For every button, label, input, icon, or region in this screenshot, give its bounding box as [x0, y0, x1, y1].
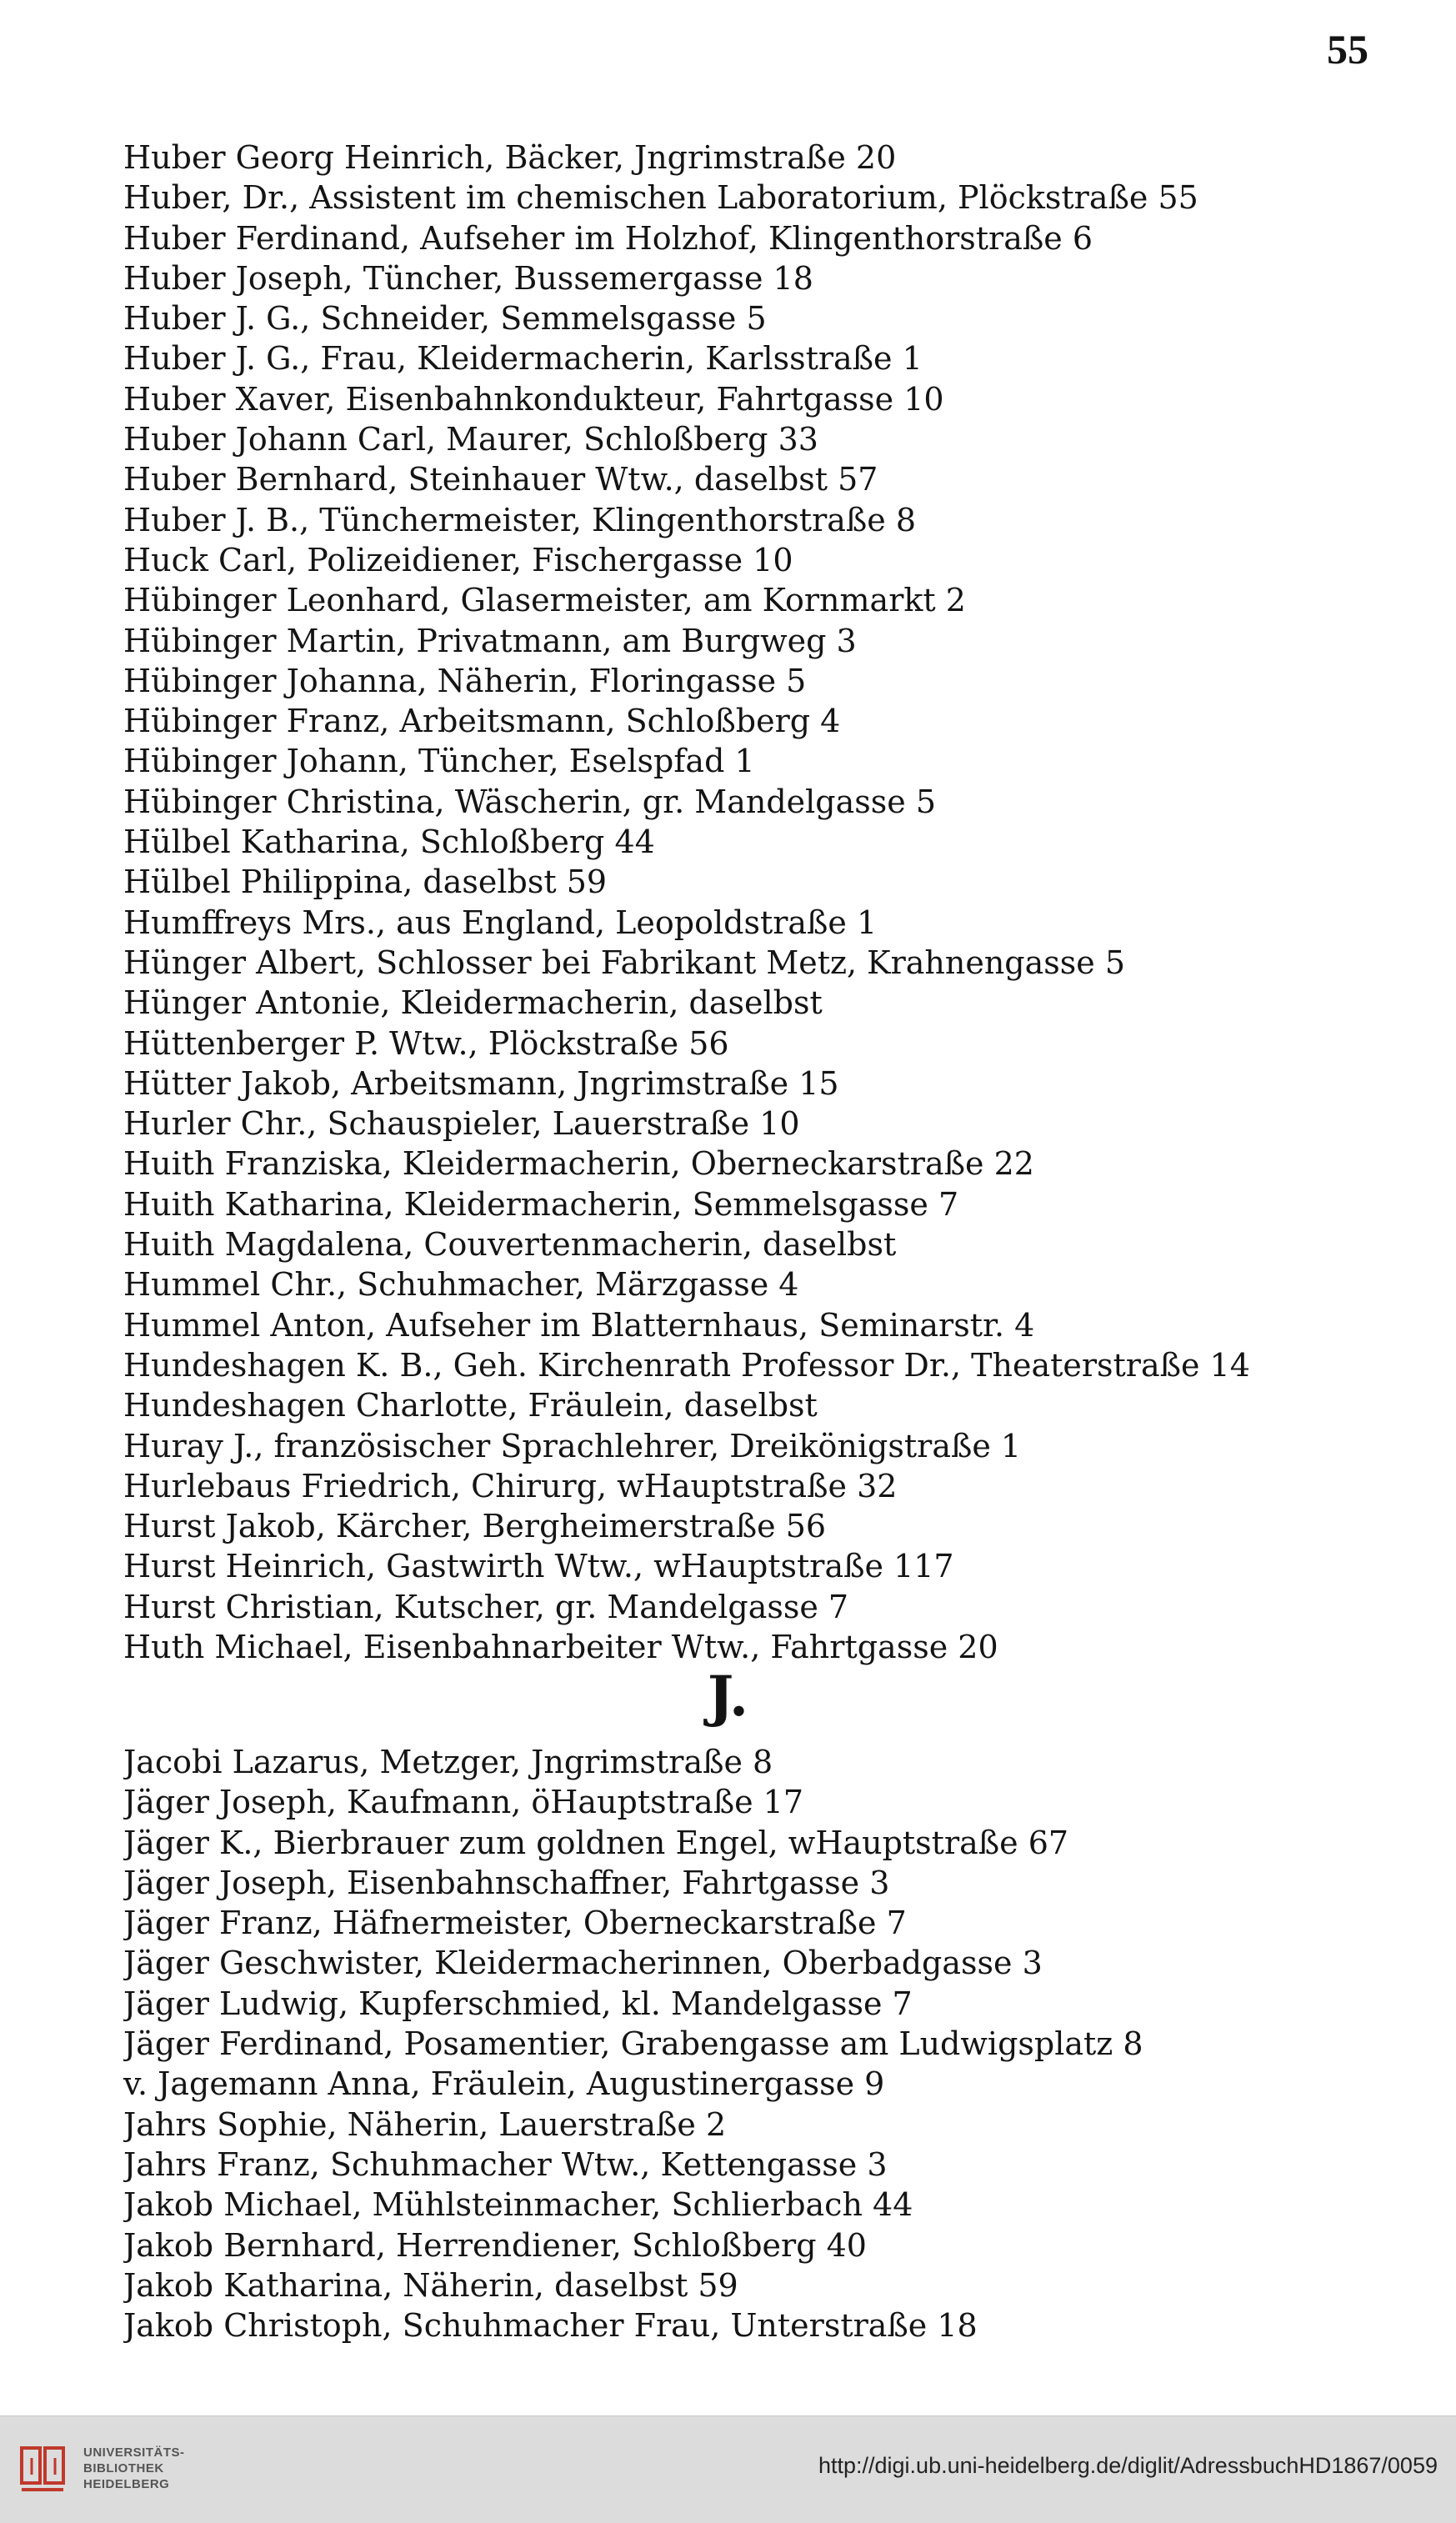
list-item: Hübinger Johann, Tüncher, Eselspfad 1 [123, 743, 755, 780]
list-item: Hübinger Christina, Wäscherin, gr. Mandelgasse 5 [123, 783, 937, 820]
list-item: Hülbel Philippina, daselbst 59 [123, 864, 608, 901]
list-item: Jäger K., Bierbrauer zum goldnen Engel, wHauptstraße 67 [123, 1824, 1069, 1861]
list-item: Huber Georg Heinrich, Bäcker, Jngrimstraße 20 [123, 139, 897, 176]
list-item: Jäger Franz, Häfnermeister, Oberneckarstraße 7 [123, 1905, 907, 1942]
list-item: Jahrs Sophie, Näherin, Lauerstraße 2 [123, 2105, 727, 2143]
list-item: Hurst Christian, Kutscher, gr. Mandelgasse 7 [123, 1588, 849, 1625]
list-item: Huber Bernhard, Steinhauer Wtw., daselbst 57 [123, 461, 878, 498]
logo-line: UNIVERSITÄTS- [83, 2445, 185, 2460]
list-item: Huith Magdalena, Couvertenmacherin, daselbst [123, 1226, 897, 1264]
list-item: Jäger Geschwister, Kleidermacherinnen, Oberbadgasse 3 [123, 1945, 1043, 1982]
list-item: Jakob Katharina, Näherin, daselbst 59 [123, 2266, 738, 2304]
list-item: Hübinger Johanna, Näherin, Floringasse 5 [123, 662, 807, 699]
logo-line: HEIDELBERG [83, 2477, 170, 2491]
list-item: Jäger Joseph, Kaufmann, öHauptstraße 17 [123, 1784, 804, 1821]
list-item: Huber Joseph, Tüncher, Bussemergasse 18 [123, 259, 813, 297]
list-item: Hübinger Leonhard, Glasermeister, am Kornmarkt 2 [123, 582, 966, 619]
list-item: Hurst Jakob, Kärcher, Bergheimerstraße 56 [123, 1508, 827, 1545]
list-item: Jäger Ferdinand, Posamentier, Grabengasse am Ludwigsplatz 8 [123, 2025, 1143, 2063]
list-item: Hummel Anton, Aufseher im Blatternhaus, Seminarstr. 4 [123, 1306, 1035, 1344]
list-item: Jäger Joseph, Eisenbahnschaffner, Fahrtgasse 3 [123, 1864, 890, 1901]
list-item: Huith Katharina, Kleidermacherin, Semmelsgasse 7 [123, 1185, 959, 1223]
list-item: Huth Michael, Eisenbahnarbeiter Wtw., Fahrtgasse 20 [123, 1628, 998, 1665]
list-item: Hummel Chr., Schuhmacher, Märzgasse 4 [123, 1266, 799, 1304]
list-item: Jakob Bernhard, Herrendiener, Schloßberg 40 [123, 2226, 867, 2264]
list-item: Huber J. G., Frau, Kleidermacherin, Karlsstraße 1 [123, 340, 923, 378]
list-item: Jahrs Franz, Schuhmacher Wtw., Kettengasse 3 [123, 2145, 888, 2183]
directory-list-j [123, 1742, 1373, 2345]
list-item: Hurler Chr., Schauspieler, Lauerstraße 10 [123, 1105, 800, 1143]
list-item: Jakob Christoph, Schuhmacher Frau, Unterstraße 18 [123, 2307, 978, 2345]
list-item: Jakob Michael, Mühlsteinmacher, Schlierbach 44 [123, 2186, 913, 2224]
list-item: Hübinger Martin, Privatmann, am Burgweg 3 [123, 622, 857, 659]
list-item: Huber Ferdinand, Aufseher im Holzhof, Klingenthorstraße 6 [123, 219, 1093, 257]
list-item: Hurlebaus Friedrich, Chirurg, wHauptstraße 32 [123, 1467, 898, 1504]
section-heading: J. [707, 1664, 749, 1729]
university-library-logo-icon [17, 2441, 68, 2500]
list-item: Hübinger Franz, Arbeitsmann, Schloßberg 4 [123, 703, 841, 740]
list-item: Hurst Heinrich, Gastwirth Wtw., wHauptstraße 117 [123, 1548, 954, 1585]
list-item: Huber J. G., Schneider, Semmelsgasse 5 [123, 300, 767, 338]
source-url-link[interactable]: http://digi.ub.uni-heidelberg.de/diglit/AdressbuchHD1867/0059 [818, 2453, 1438, 2478]
list-item: Hundeshagen K. B., Geh. Kirchenrath Professor Dr., Theaterstraße 14 [123, 1346, 1250, 1384]
list-item: Hundeshagen Charlotte, Fräulein, daselbst [123, 1387, 818, 1424]
list-item: Huith Franziska, Kleidermacherin, Oberneckarstraße 22 [123, 1145, 1034, 1183]
list-item: Huray J., französischer Sprachlehrer, Dreikönigstraße 1 [123, 1427, 1022, 1464]
list-item: Hüttenberger P. Wtw., Plöckstraße 56 [123, 1024, 729, 1062]
list-item: v. Jagemann Anna, Fräulein, Augustinergasse 9 [123, 2065, 885, 2103]
list-item: Hünger Antonie, Kleidermacherin, daselbst [123, 984, 823, 1022]
page-number: 55 [1327, 26, 1368, 73]
list-item: Hütter Jakob, Arbeitsmann, Jngrimstraße 15 [123, 1064, 839, 1102]
list-item: Hünger Albert, Schlosser bei Fabrikant Metz, Krahnengasse 5 [123, 944, 1126, 981]
list-item: Jacobi Lazarus, Metzger, Jngrimstraße 8 [123, 1744, 773, 1780]
list-item: Huber J. B., Tünchermeister, Klingenthorstraße 8 [123, 501, 917, 538]
list-item: Huber Xaver, Eisenbahnkondukteur, Fahrtgasse 10 [123, 380, 944, 418]
list-item: Huber Johann Carl, Maurer, Schloßberg 33 [123, 421, 818, 458]
list-item: Jäger Ludwig, Kupferschmied, kl. Mandelgasse 7 [123, 1985, 913, 2022]
list-item: Huber, Dr., Assistent im chemischen Laboratorium, Plöckstraße 55 [123, 179, 1198, 217]
list-item: Hülbel Katharina, Schloßberg 44 [123, 823, 655, 861]
logo-line: BIBLIOTHEK [83, 2461, 164, 2475]
library-logo-text [83, 2445, 185, 2492]
list-item: Huck Carl, Polizeidiener, Fischergasse 10 [123, 541, 793, 578]
directory-list-h [123, 138, 1373, 1667]
list-item: Humffreys Mrs., aus England, Leopoldstraße 1 [123, 904, 878, 941]
viewer-footer [0, 2415, 1456, 2523]
